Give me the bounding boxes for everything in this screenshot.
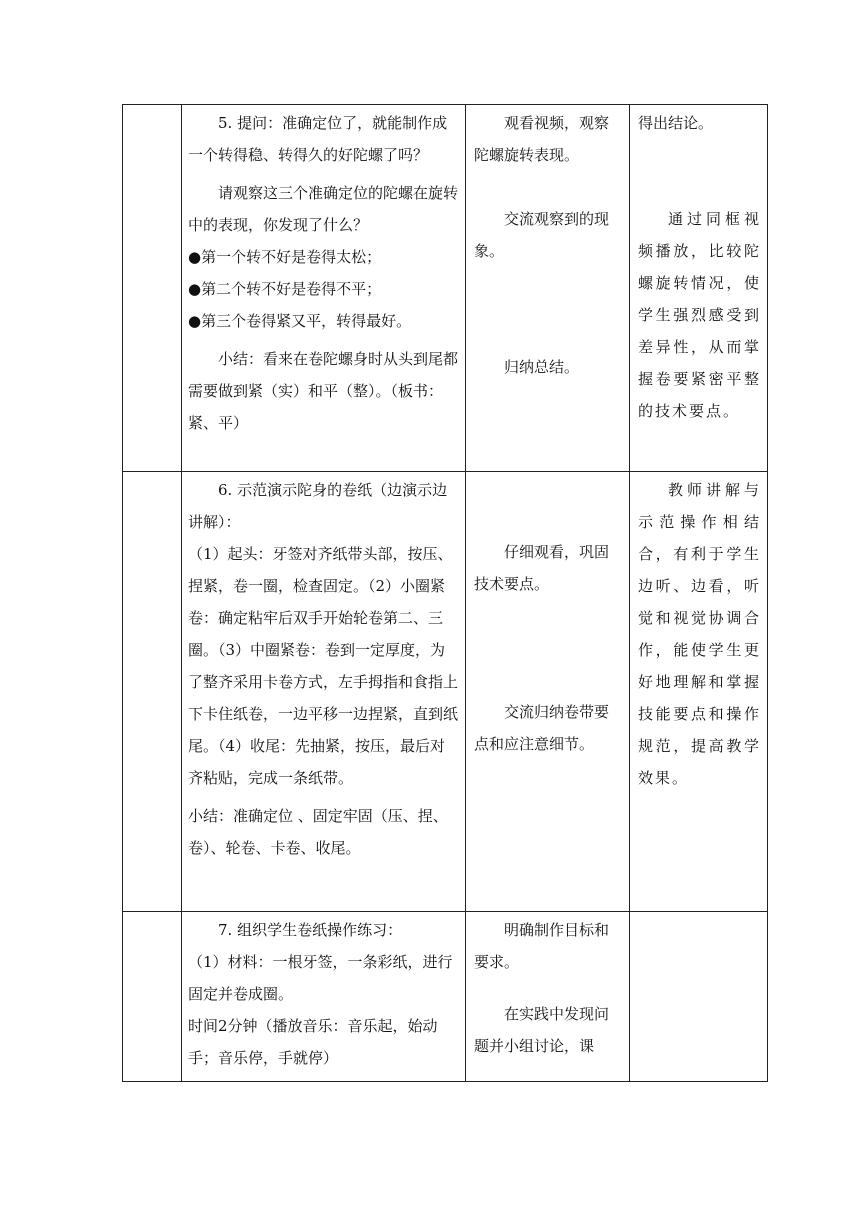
procedure-text: 5. 提问：准确定位了，就能制作成一个转得稳、转得久的好陀螺了吗？ [188,114,448,164]
intent-text: 教师讲解与示范操作相结合，有利于学生边听、边看，听觉和视觉协调合作，能使学生更好地理解和掌握技能要点和操作规范，提高教学效果。 [638,481,761,787]
stage-cell [123,472,182,912]
procedure-text: ●第一个转不好是卷得太松； [188,248,382,266]
student-activity-cell [466,472,630,912]
table-row [123,472,768,912]
table-row [123,912,768,1082]
design-intent-cell [630,912,768,1082]
student-text: 交流归纳卷带要点和应注意细节。 [474,703,610,753]
intent-text: 得出结论。 [638,114,714,132]
procedure-cell [182,472,466,912]
student-text: 归纳总结。 [504,358,580,376]
student-text: 在实践中发现问题并小组讨论，课 [474,1005,610,1055]
procedure-text: （1）起头：牙签对齐纸带头部，按压、捏紧，卷一圈，检查固定。（2）小圈紧卷：确定粘牢后双手开始轮卷第二、三圈。（3）中圈紧卷：卷到一定厚度，为了整齐采用卡卷方式，左手拇指和食指上下卡住纸卷，一边平移一边捏紧，直到纸尾。（4）收尾：先抽紧，按压，最后对齐粘贴，完成一条纸带。 [188,545,459,787]
design-intent-cell [630,105,768,472]
stage-cell [123,912,182,1082]
procedure-text: ●第二个转不好是卷得不平； [188,280,382,298]
procedure-text: 小结：准确定位 、固定牢固（压、捏、卷）、轮卷、卡卷、收尾。 [188,807,448,857]
procedure-text: 小结：看来在卷陀螺身时从头到尾都需要做到紧（实）和平（整）。（板书：紧、平） [188,350,459,432]
design-intent-cell [630,472,768,912]
lesson-plan-table [122,104,768,1082]
student-text: 仔细观看，巩固技术要点。 [474,543,610,593]
table-row [123,105,768,472]
student-activity-cell [466,912,630,1082]
student-text: 明确制作目标和要求。 [474,921,610,971]
procedure-text: 时间2分钟（播放音乐：音乐起，始动手；音乐停，手就停） [188,1017,438,1067]
procedure-text: 7. 组织学生卷纸操作练习： [218,921,403,939]
procedure-cell [182,105,466,472]
procedure-text: 请观察这三个准确定位的陀螺在旋转中的表现，你发现了什么？ [188,184,459,234]
procedure-text: （1）材料：一根牙签，一条彩纸，进行固定并卷成圈。 [188,953,453,1003]
student-text: 观看视频，观察陀螺旋转表现。 [474,114,610,164]
procedure-text: ●第三个卷得紧又平，转得最好。 [188,312,412,330]
procedure-text: 6. 示范演示陀身的卷纸（边演示边讲解）： [188,481,448,531]
stage-cell [123,105,182,472]
student-text: 交流观察到的现象。 [474,210,610,260]
intent-text: 通过同框视频播放，比较陀螺旋转情况，使学生强烈感受到差异性，从而掌握卷要紧密平整的技术要点。 [638,210,761,420]
student-activity-cell [466,105,630,472]
procedure-cell [182,912,466,1082]
